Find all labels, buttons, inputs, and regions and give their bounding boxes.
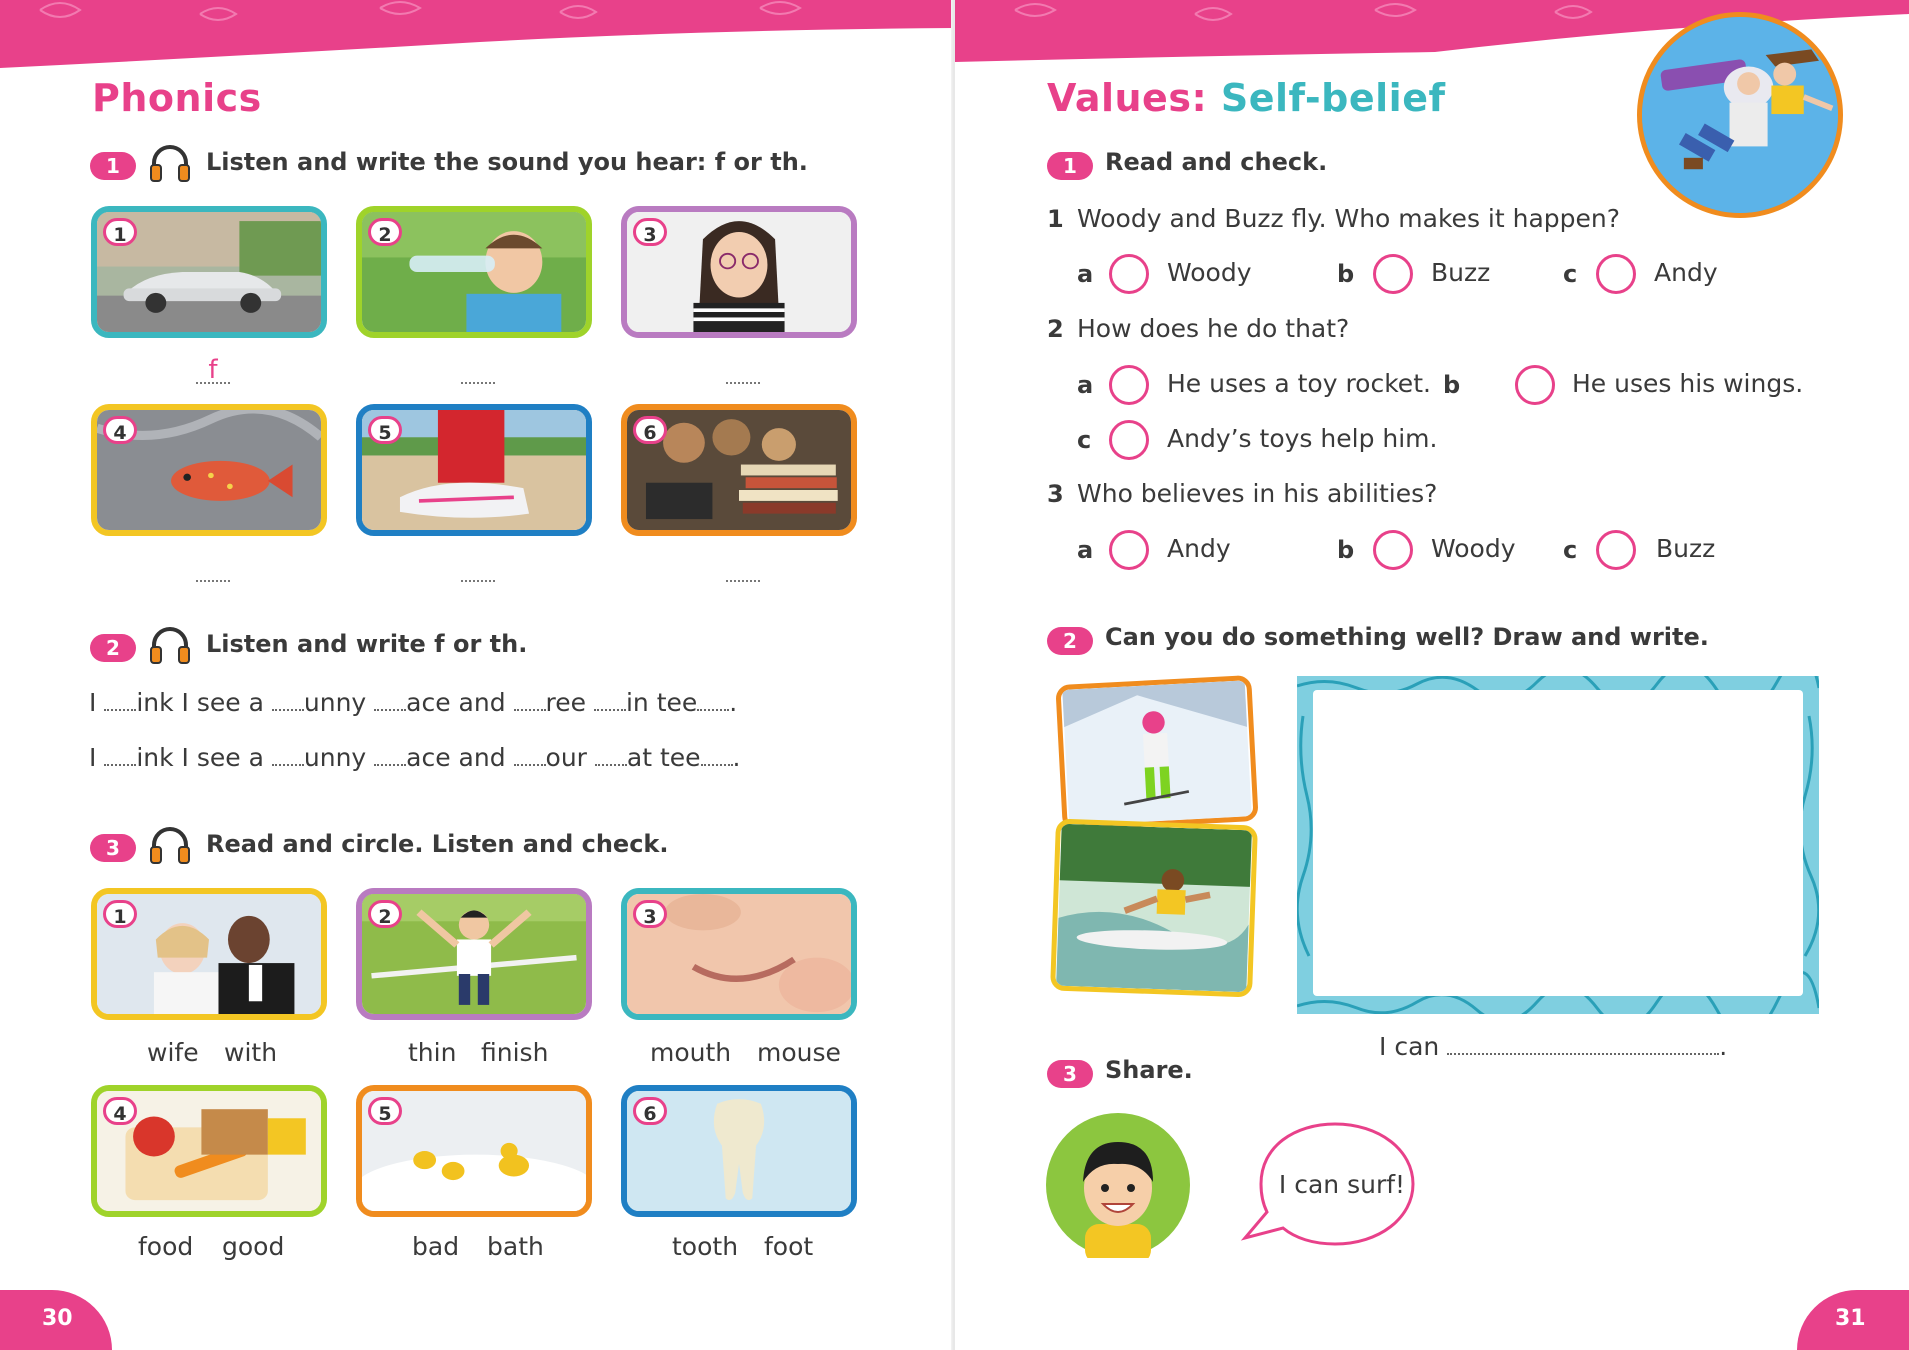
item-number: 6 [633,416,667,444]
sentence-part: ink I see a [136,743,272,772]
writing-prompt-text: I can [1379,1032,1440,1061]
item-number: 4 [103,1097,137,1125]
option-text: Woody [1431,534,1516,563]
photo-wedding [91,888,327,1020]
photo-skier [1055,675,1258,831]
option-text: Woody [1167,258,1252,287]
photo-lunchbox [91,1085,327,1217]
writing-prompt [1379,1032,1727,1061]
question-number: 2 [1047,315,1064,343]
answer-blank[interactable] [701,746,733,766]
photo-fish [91,404,327,536]
photo-foot [356,404,592,536]
photo-tooth [621,1085,857,1217]
answer-blank[interactable] [594,691,626,711]
word-option[interactable]: bath [487,1232,544,1261]
question-text: How does he do that? [1077,314,1350,343]
exercise-instruction: Read and check. [1105,148,1328,176]
boy-avatar [1045,1112,1191,1258]
question-text: Who believes in his abilities? [1077,479,1438,508]
check-circle[interactable] [1596,254,1636,294]
sentence-part: unny [303,688,375,717]
option-letter: c [1563,536,1578,564]
answer-blank[interactable] [514,691,546,711]
option-text: Andy’s toys help him. [1167,424,1438,453]
answer-blank[interactable] [595,746,627,766]
answer-blank[interactable] [697,691,729,711]
photo-car [91,206,327,338]
check-circle[interactable] [1109,530,1149,570]
title-self-belief: Self-belief [1220,76,1446,120]
check-circle[interactable] [1515,365,1555,405]
option-letter: b [1337,536,1355,564]
word-option[interactable]: mouse [757,1038,841,1067]
page-number: 31 [1835,1306,1866,1331]
answer-blank[interactable] [272,746,304,766]
answer-blank[interactable] [374,746,406,766]
sentence-part: . [729,688,738,717]
photo-surfer [1050,819,1258,998]
exercise-badge: 3 [90,834,136,862]
sentence-line-1 [89,688,737,717]
sentence-part: at tee [626,743,701,772]
option-letter: a [1077,536,1094,564]
question-number: 3 [1047,480,1064,508]
answer-blank[interactable] [272,691,304,711]
page-title: Phonics [92,76,262,120]
check-circle[interactable] [1596,530,1636,570]
item-number: 6 [633,1097,667,1125]
photo-bath-ducks [356,1085,592,1217]
exercise-instruction: Listen and write f or th. [206,630,528,658]
option-letter: c [1563,260,1578,288]
headphones-icon [148,825,192,865]
question-number: 1 [1047,205,1064,233]
sentence-part: our [545,743,595,772]
speech-text: I can surf! [1278,1170,1406,1199]
check-circle[interactable] [1373,530,1413,570]
item-number: 3 [633,900,667,928]
headphones-icon [148,625,192,665]
item-number: 1 [103,218,137,246]
question-text: Woody and Buzz fly. Who makes it happen? [1077,204,1621,233]
option-letter: b [1337,260,1355,288]
item-number: 4 [103,416,137,444]
answer-blank[interactable] [374,691,406,711]
sentence-part: . [732,743,741,772]
photo-boy-drinking [356,206,592,338]
exercise-badge: 1 [90,152,136,180]
check-circle[interactable] [1109,420,1149,460]
answer-blank[interactable] [461,360,495,384]
item-number: 1 [103,900,137,928]
word-option[interactable]: wife [147,1038,199,1067]
item-number: 2 [368,900,402,928]
sentence-line-2 [89,743,741,772]
exercise-instruction: Share. [1105,1056,1193,1084]
right-page [955,0,1909,1350]
page-number-tab [0,1290,112,1350]
word-option[interactable]: bad [412,1232,460,1261]
photo-mouth [621,888,857,1020]
word-option[interactable]: finish [481,1038,549,1067]
word-option[interactable]: food [138,1232,194,1261]
item-number: 5 [368,416,402,444]
check-circle[interactable] [1109,365,1149,405]
sentence-part: in tee [625,688,698,717]
word-option[interactable]: foot [764,1232,814,1261]
option-text: Andy [1654,258,1718,287]
sentence-part: I [89,743,105,772]
exercise-badge: 1 [1047,152,1093,180]
item-number: 5 [368,1097,402,1125]
answer-blank[interactable] [461,558,495,582]
word-option[interactable]: good [222,1232,285,1261]
drawing-area[interactable] [1297,676,1819,1014]
word-option[interactable]: mouth [650,1038,732,1067]
check-circle[interactable] [1373,254,1413,294]
word-option[interactable]: thin [408,1038,457,1067]
answer-blank[interactable] [514,746,546,766]
option-letter: c [1077,426,1092,454]
exercise-instruction: Can you do something well? Draw and write. [1105,623,1709,651]
exercise-badge: 3 [1047,1060,1093,1088]
sentence-part: ace and [406,743,514,772]
top-banner [0,0,954,70]
answer-blank[interactable]: f [196,360,230,384]
option-letter: a [1077,260,1094,288]
writing-blank[interactable] [1447,1035,1719,1055]
speech-bubble [1231,1120,1417,1250]
photo-girl-glasses [621,206,857,338]
sentence-part: unny [303,743,375,772]
exercise-badge: 2 [1047,627,1093,655]
writing-prompt-end: . [1719,1032,1728,1061]
word-option[interactable]: tooth [672,1232,739,1261]
option-text: He uses a toy rocket. [1167,369,1431,398]
sentence-part: ree [545,688,594,717]
page-title [1047,76,1446,120]
answer-blank[interactable] [726,558,760,582]
sentence-part: ink I see a [136,688,272,717]
exercise-instruction: Listen and write the sound you hear: f or th. [206,148,808,176]
sentence-part: I [89,688,105,717]
option-text: Buzz [1431,258,1491,287]
option-text: He uses his wings. [1572,369,1804,398]
sentence-part: ace and [406,688,514,717]
check-circle[interactable] [1109,254,1149,294]
photo-girl-finish [356,888,592,1020]
option-text: Andy [1167,534,1231,563]
answer-blank[interactable] [104,746,136,766]
option-text: Buzz [1656,534,1716,563]
answer-blank[interactable] [726,360,760,384]
page-number-tab [1797,1290,1909,1350]
exercise-badge: 2 [90,634,136,662]
word-option[interactable]: with [224,1038,278,1067]
left-page [0,0,954,1350]
headphones-icon [148,143,192,183]
title-values: Values: [1047,76,1208,120]
option-letter: b [1443,371,1461,399]
exercise-instruction: Read and circle. Listen and check. [206,830,669,858]
item-number: 3 [633,218,667,246]
photo-teddies-books [621,404,857,536]
toy-story-image [1637,12,1843,218]
item-number: 2 [368,218,402,246]
answer-blank[interactable] [104,691,136,711]
drawing-canvas[interactable] [1313,690,1803,996]
answer-blank[interactable] [196,558,230,582]
option-letter: a [1077,371,1094,399]
page-number: 30 [42,1306,73,1331]
